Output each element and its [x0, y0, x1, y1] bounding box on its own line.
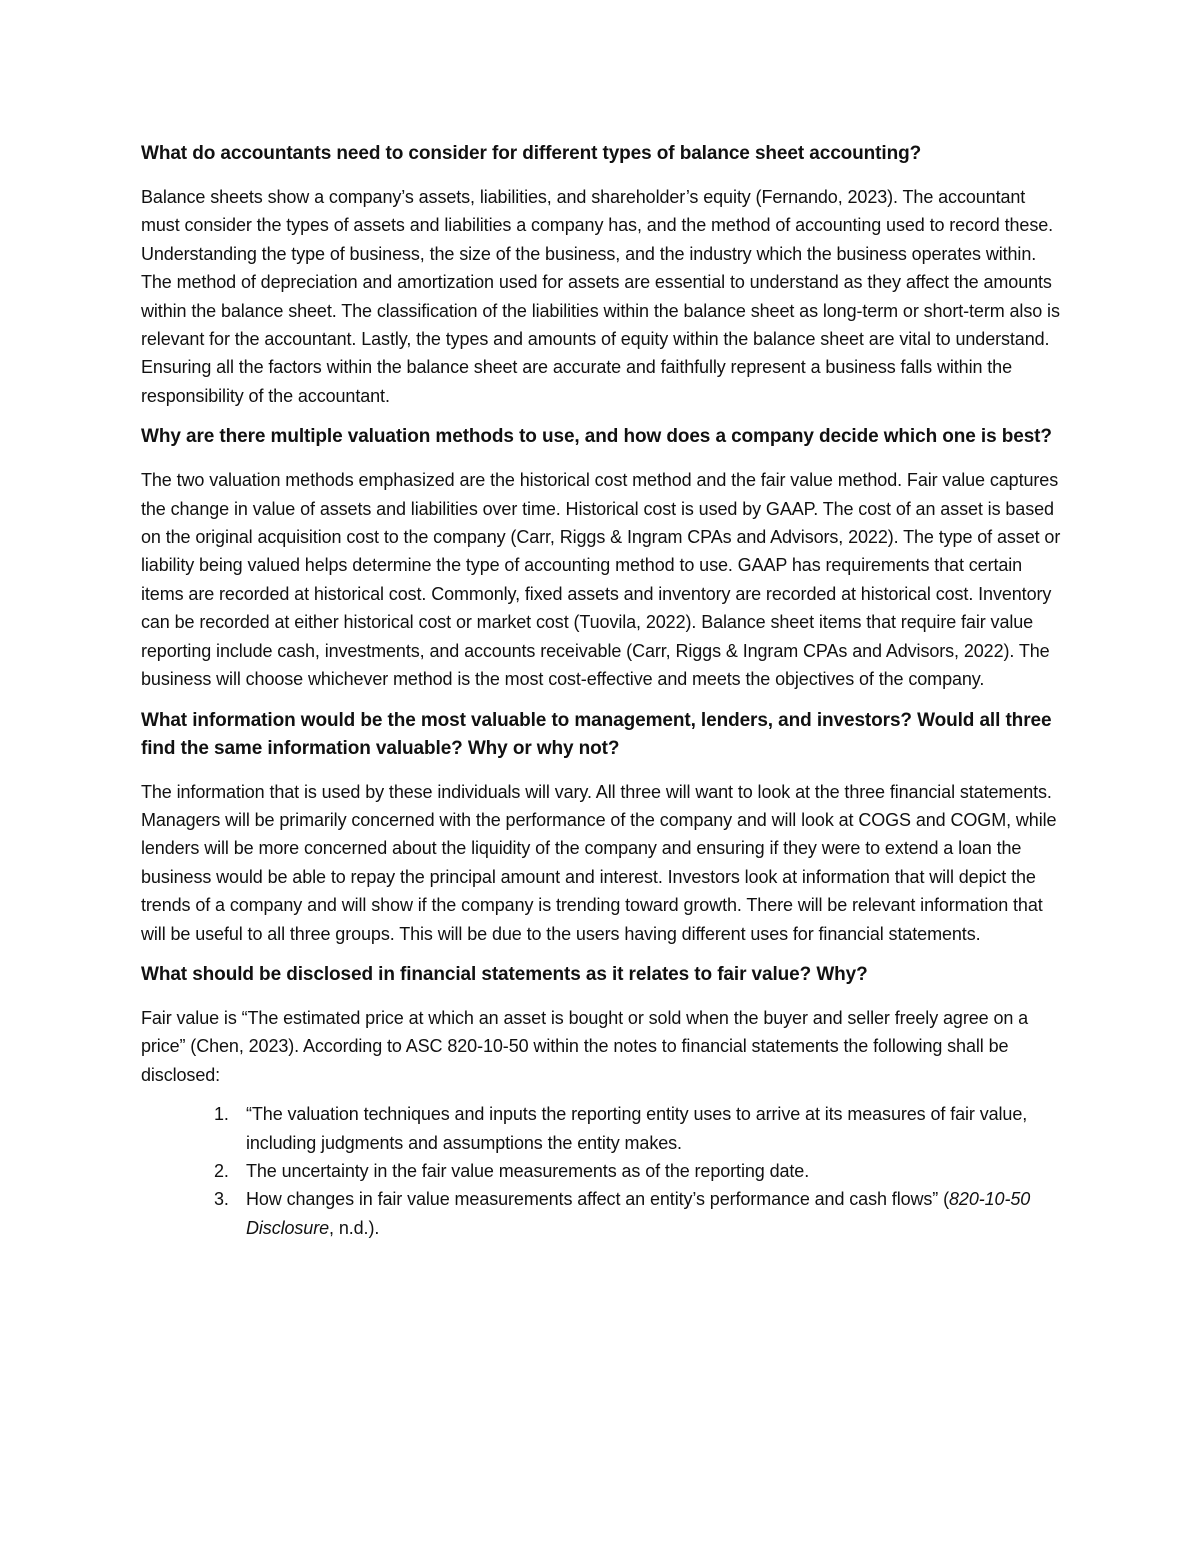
question-heading-1: What do accountants need to consider for different types of balance sheet accounting? — [141, 143, 922, 164]
answer-paragraph-3: The information that is used by these individuals will vary. All three will want to look at the three financial statements. Managers will be primarily concerned with the performance of the company and will look at COGS and COGM, while lenders will be more concerned about the liquidity of the company and ensuring if they were to extend a loan the business would be able to repay the principal amount and interest. Investors look at information that will depict the trends of a company and will show if the company is trending toward growth. There will be relevant information that will be useful to all three groups. This will be due to the users having different uses for financial statements. — [141, 781, 1057, 944]
list-item-text: “The valuation techniques and inputs the reporting entity uses to arrive at its measures of fair value, including judgments and assumptions the entity makes. — [246, 1104, 1028, 1153]
question-heading-3: What information would be the most valuable to management, lenders, and investors? Would all three find the same information valuable? Why or why not? — [141, 709, 1052, 759]
citation-title: 820-10-50 Disclosure — [246, 1189, 1031, 1238]
list-item — [141, 1157, 1066, 1185]
list-item — [141, 1185, 1066, 1242]
list-item-text: The uncertainty in the fair value measurements as of the reporting date. — [246, 1160, 810, 1181]
citation-suffix: , n.d.). — [329, 1217, 380, 1238]
list-item-number: 1. — [214, 1104, 229, 1125]
question-heading-2: Why are there multiple valuation methods to use, and how does a company decide which one is best? — [141, 426, 1052, 448]
list-item-text: How changes in fair value measurements affect an entity’s performance and cash flows” ( — [246, 1189, 949, 1210]
answer-paragraph-4: Fair value is “The estimated price at which an asset is bought or sold when the buyer and seller freely agree on a price” (Chen, 2023). According to ASC 820-10-50 within the notes to financial statements the following shall be disclosed: — [141, 1007, 1029, 1085]
list-item — [141, 1100, 1066, 1157]
answer-paragraph-1: Balance sheets show a company’s assets, liabilities, and shareholder’s equity (Fernando, 2023). The accountant must consider the types of assets and liabilities a company has, and the method of accounting used to record these. Understanding the type of business, the size of the business, and the industry which the business operates within. The method of depreciation and amortization used for assets are essential to understand as they affect the amounts within the balance sheet. The classification of the liabilities within the balance sheet as long-term or short-term also is relevant for the accountant. Lastly, the types and amounts of equity within the balance sheet are vital to understand. Ensuring all the factors within the balance sheet are accurate and faithfully represent a business falls within the responsibility of the accountant. — [141, 187, 1060, 406]
answer-paragraph-2: The two valuation methods emphasized are the historical cost method and the fair value method. Fair value captures the change in value of assets and liabilities over time. Historical cost is used by GAAP. The cost of an asset is based on the original acquisition cost to the company (Carr, Riggs & Ingram CPAs and Advisors, 2022). The type of asset or liability being valued helps determine the type of accounting method to use. GAAP has requirements that certain items are recorded at historical cost. Commonly, fixed assets and inventory are recorded at historical cost. Inventory can be recorded at either historical cost or market cost (Tuovila, 2022). Balance sheet items that require fair value reporting include cash, investments, and accounts receivable (Carr, Riggs & Ingram CPAs and Advisors, 2022). The business will choose whichever method is the most cost-effective and meets the objectives of the company. — [141, 470, 1061, 690]
disclosure-list — [141, 1100, 1066, 1242]
document-page — [141, 140, 1066, 1242]
question-heading-4: What should be disclosed in financial statements as it relates to fair value? Why? — [141, 963, 868, 985]
list-item-number: 3. — [214, 1189, 229, 1210]
list-item-number: 2. — [214, 1160, 229, 1181]
